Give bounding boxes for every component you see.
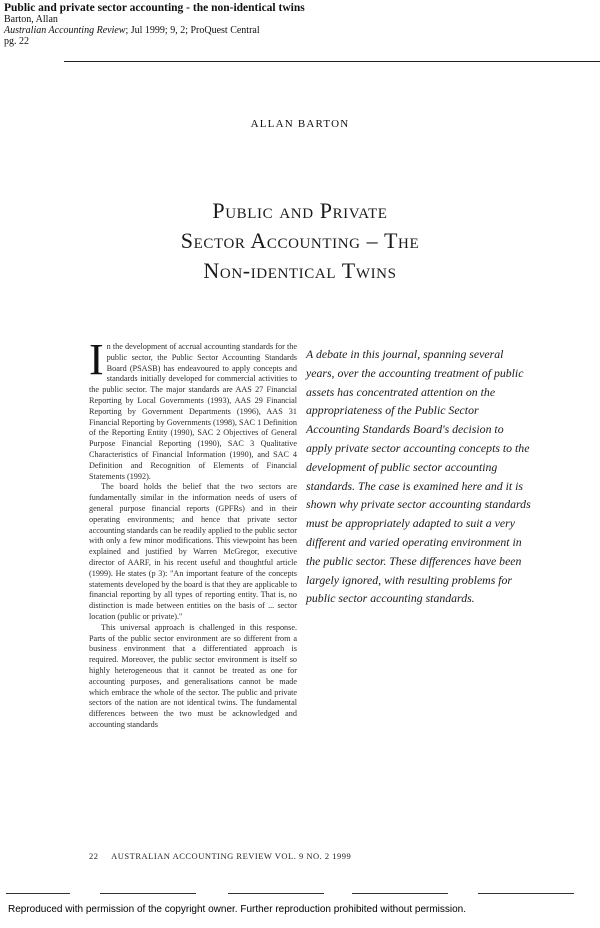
doc-author: Barton, Allan — [4, 14, 58, 25]
document-header — [4, 2, 305, 47]
article-title — [70, 196, 530, 286]
abstract-pullquote: A debate in this journal, spanning several years, over the accounting treatment of public assets has concentrated attention on the appropriateness of the Public Sector Accounting Standards Board's decision to apply private sector accounting concepts to the development of public sector accounting standards. The case is examined here and it is shown why private sector accounting standards must be appropriately adapted to suit a very different and varied operating environment in the public sector. These differences have been largely ignored, with resulting problems for public sector accounting standards. — [306, 347, 531, 606]
body-column — [89, 335, 297, 731]
paragraph-text: n the development of accrual accounting standards for the public sector, the Public Sector Accounting Standards Board (PSASB) has endeavoured to apply concepts and standards initially developed for commercial activities to the public sector. The major standards are AAS 27 Financial Reporting by Local Governments (1993), AAS 29 Financial Reporting by Government Departments (1996), AAS 31 Financial Reporting by Governments (1998), SAC 1 Definition of the Reporting Entity (1990), SAC 2 Objectives of General Purpose Financial Reporting (1990), SAC 3 Qualitative Characteristics of Financial Information (1990), and SAC 4 Definition and Recognition of Elements of Financial Statements (1992). — [89, 342, 297, 481]
body-paragraph: The board holds the belief that the two sectors are fundamentally similar in the information needs of users of general purpose financial reports (GPFRs) and in their operating environments; and hence that private sector accounting standards can be readily applied to the public sector with only a few minor modifications. This viewpoint has been explained and justified by Warren McGregor, executive director of AARF, in his recent useful and thoughtful article (1999). He states (p 3): "An important feature of the concepts statements developed by the board is that they are applicable to financial reporting by all types of reporting entity. That is, no distinction is made between entities on the basis of ... sector location (public or private)." — [89, 482, 297, 621]
separator-dash — [6, 893, 70, 894]
doc-source — [4, 25, 305, 36]
doc-title: Public and private sector accounting - the non-identical twins — [4, 2, 305, 14]
body-paragraph — [89, 335, 297, 482]
copyright-notice: Reproduced with permission of the copyright owner. Further reproduction prohibited without permission. — [8, 904, 467, 915]
body-paragraph: This universal approach is challenged in this response. Parts of the public sector environment are so different from a business environment that a differentiated approach is required. Moreover, the public sector environment is itself so highly heterogeneous that it cannot be treated as one for accounting purposes, and generalisations cannot be made which embrace the whole of the sector. The public and private sectors of the nation are not identical twins. The fundamental differences between the two must be acknowledged and accounting standards — [89, 622, 297, 729]
doc-page: pg. 22 — [4, 36, 29, 47]
separator-dash — [352, 893, 448, 894]
title-line: Non-identical Twins — [203, 258, 397, 283]
separator-dash — [228, 893, 324, 894]
footer-page-number: 22 — [89, 851, 99, 861]
top-rule — [64, 61, 600, 62]
article-author: ALLAN BARTON — [250, 118, 350, 130]
journal-name: Australian Accounting Review — [4, 25, 126, 36]
separator-dashes — [0, 893, 600, 895]
page-footer — [89, 851, 549, 861]
drop-cap: I — [89, 335, 104, 384]
journal-details: ; Jul 1999; 9, 2; ProQuest Central — [125, 25, 260, 36]
separator-dash — [100, 893, 196, 894]
title-line: Sector Accounting – The — [180, 228, 420, 253]
footer-running-title: AUSTRALIAN ACCOUNTING REVIEW VOL. 9 NO. 2 1999 — [111, 851, 352, 861]
separator-dash — [478, 893, 574, 894]
title-line: Public and Private — [212, 198, 388, 223]
